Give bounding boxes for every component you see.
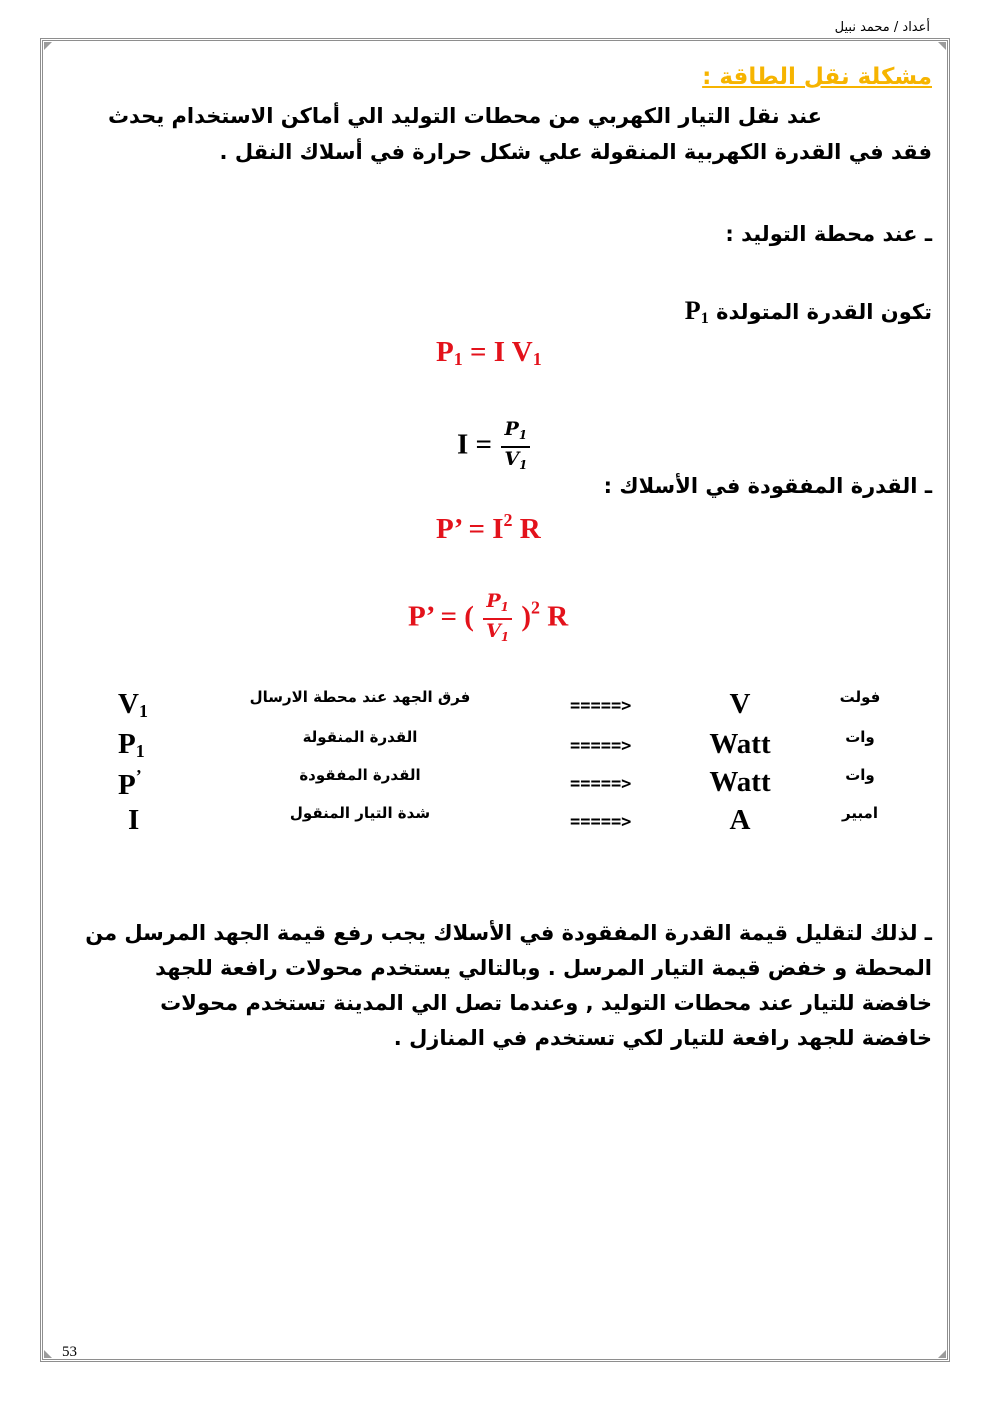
border-corner	[938, 1350, 946, 1358]
generated-power-text: تكون القدرة المتولدة	[716, 300, 932, 324]
table-row	[0, 688, 992, 728]
table-row	[0, 728, 992, 768]
equation-lost-power: P’ = $I^2$ R	[436, 510, 541, 545]
row-unit-name: امبير	[841, 804, 878, 822]
row-symbol: P’	[118, 766, 142, 801]
row-unit-name: وات	[845, 766, 875, 784]
intro-line-1: عند نقل التيار الكهربي من محطات التوليد الي أماكن الاستخدام يحدث	[107, 104, 822, 128]
table-row	[0, 766, 992, 806]
row-description: فرق الجهد عند محطة الارسال	[249, 688, 471, 706]
row-unit-name: فولت	[839, 688, 881, 706]
row-symbol: $P_1$	[118, 728, 145, 761]
conclusion-line-2: المحطة و خفض قيمة التيار المرسل . وبالتالي يستخدم محولات رافعة للجهد	[155, 956, 932, 980]
border-corner	[44, 1350, 52, 1358]
section-title: مشكلة نقل الطاقة :	[702, 64, 932, 90]
equation-current: I = $\frac{P_1}{V_1}$	[457, 418, 532, 476]
row-description: شدة التيار المنقول	[289, 804, 431, 822]
row-description: القدرة المنقولة	[302, 728, 418, 746]
header-author: أعداد / محمد نبيل	[834, 20, 930, 35]
generated-power-symbol: $P_1$	[684, 296, 709, 327]
intro-paragraph	[72, 98, 932, 170]
row-description: القدرة المفقودة	[299, 766, 421, 784]
conclusion-paragraph	[72, 916, 932, 1056]
fraction: $\frac{P_1}{V_1}$	[501, 418, 530, 476]
row-unit: Watt	[709, 728, 771, 760]
equation-lost-power-expanded: P’ = ( $\frac{P_1}{V_1}$ )$^2$ R	[408, 590, 568, 648]
arrow-icon: =====>	[570, 774, 632, 794]
row-symbol: $V_1$	[118, 688, 148, 721]
border-corner	[938, 42, 946, 50]
row-symbol: I	[128, 804, 140, 836]
row-unit: V	[729, 688, 751, 720]
intro-line-2: فقد في القدرة الكهربية المنقولة علي شكل حرارة في أسلاك النقل .	[219, 140, 932, 164]
equation-p1: $P_1 = I$ $V_1$	[436, 336, 542, 369]
generated-power-line	[685, 296, 932, 328]
arrow-icon: =====>	[570, 736, 632, 756]
lost-power-heading: ـ القدرة المفقودة في الأسلاك :	[603, 474, 932, 498]
arrow-icon: =====>	[570, 812, 632, 832]
row-unit: Watt	[709, 766, 771, 798]
conclusion-line-4: خافضة للجهد رافعة للتيار لكي تستخدم في المنازل .	[393, 1026, 932, 1050]
conclusion-line-1: ـ لذلك لتقليل قيمة القدرة المفقودة في الأسلاك يجب رفع قيمة الجهد المرسل من	[85, 921, 932, 945]
station-heading: ـ عند محطة التوليد :	[725, 222, 932, 246]
fraction: $\frac{P_1}{V_1}$	[483, 590, 512, 648]
arrow-icon: =====>	[570, 696, 632, 716]
page-number: 53	[62, 1344, 77, 1360]
row-unit-name: وات	[845, 728, 875, 746]
border-corner	[44, 42, 52, 50]
row-unit: A	[729, 804, 751, 836]
conclusion-line-3: خافضة للتيار عند محطات التوليد , وعندما تصل الي المدينة تستخدم محولات	[160, 991, 932, 1015]
table-row	[0, 804, 992, 844]
